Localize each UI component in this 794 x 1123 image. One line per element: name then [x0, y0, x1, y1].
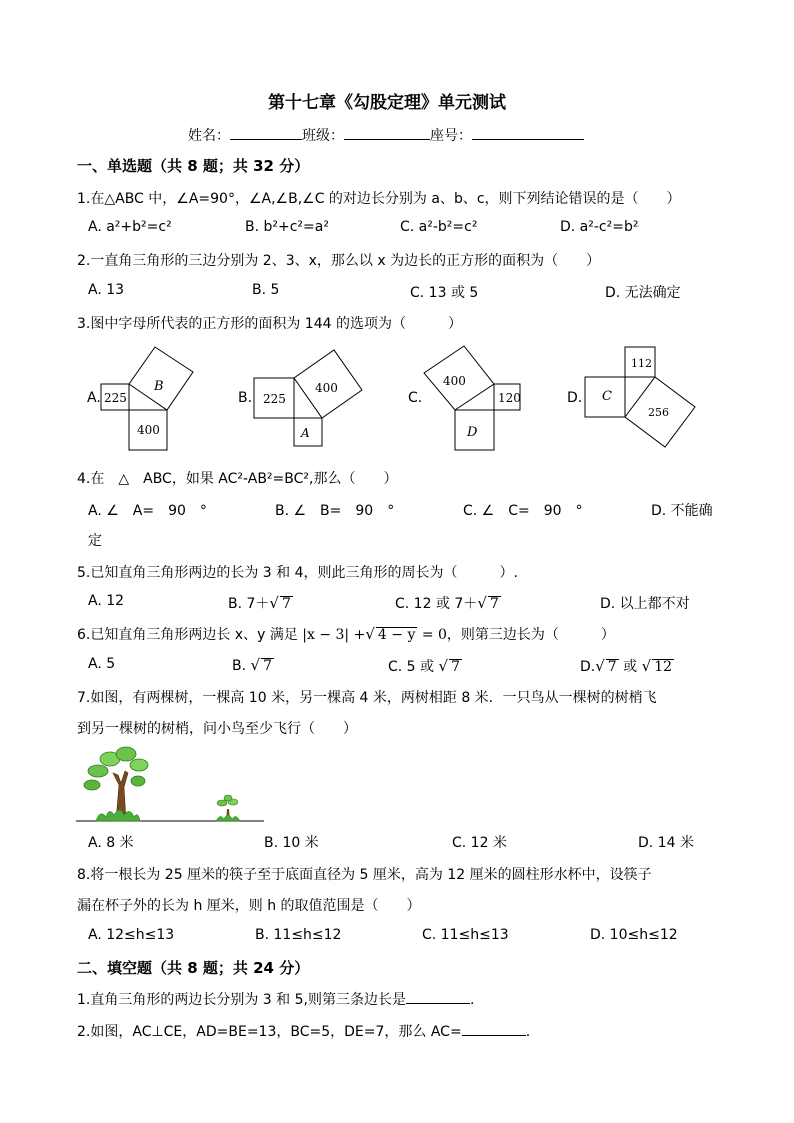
- q8-option-b[interactable]: B. 11≤h≤12: [255, 927, 342, 943]
- fill-question-1: [77, 989, 474, 1009]
- figC-label-2: 120: [498, 391, 521, 405]
- q3-option-a[interactable]: A.: [87, 390, 101, 406]
- question-4: 4.在 △ ABC，如果 AC²-AB²=BC²,那么（ ）: [77, 471, 398, 487]
- q6-option-c-text: C. 5 或: [388, 659, 435, 675]
- q6-radicand: 4 − y: [377, 627, 416, 643]
- section-heading-single-choice: 一、单选题（共 8 题；共 32 分）: [77, 157, 310, 175]
- q5-option-c[interactable]: [395, 593, 501, 613]
- q6-text-prefix: 6.已知直角三角形两边长 x、y 满足: [77, 627, 298, 643]
- big-tree-icon: [84, 747, 148, 821]
- q4-option-c[interactable]: C. ∠ C= 90 °: [463, 503, 583, 519]
- fill-q1-blank[interactable]: [406, 989, 470, 1004]
- q1-option-d[interactable]: D. a²-c²=b²: [560, 219, 639, 235]
- q6-option-d-text: D.: [580, 659, 596, 675]
- sqrt-icon: √: [250, 656, 261, 674]
- q6-text-suffix: ，则第三边长为（ ）: [446, 627, 615, 643]
- q6-d-radicand-1: 7: [607, 659, 617, 675]
- q6-option-d-or: 或: [623, 659, 638, 675]
- sqrt-icon: √: [595, 657, 605, 675]
- q1-option-b[interactable]: B. b²+c²=a²: [245, 219, 329, 235]
- sqrt-icon: √: [641, 657, 652, 675]
- fill-q2-blank[interactable]: [462, 1021, 526, 1036]
- q5-option-b[interactable]: [228, 593, 293, 613]
- q6-option-c[interactable]: [388, 656, 462, 676]
- figD-label-1: 112: [631, 357, 652, 370]
- class-label: 班级：: [302, 128, 344, 144]
- q4-option-a[interactable]: A. ∠ A= 90 °: [88, 503, 207, 519]
- q6-option-b-text: B.: [232, 658, 247, 674]
- name-label: 姓名：: [188, 128, 230, 144]
- sqrt-icon: √: [438, 657, 449, 675]
- q3-option-d[interactable]: D.: [567, 390, 583, 406]
- small-tree-icon: [216, 795, 240, 821]
- q3-option-c[interactable]: C.: [408, 390, 423, 406]
- q6-option-a[interactable]: A. 5: [88, 656, 116, 672]
- figD-label-3: 256: [648, 406, 669, 419]
- q7-option-a[interactable]: A. 8 米: [88, 835, 134, 851]
- q8-option-a[interactable]: A. 12≤h≤13: [88, 927, 175, 943]
- fill-q1-text: 1.直角三角形的两边长分别为 3 和 5,则第三条边长是: [77, 992, 406, 1008]
- q5-c-radicand: 7: [489, 596, 499, 612]
- fill-q2-text: 2.如图，AC⊥CE，AD=BE=13，BC=5，DE=7，那么 AC=: [77, 1024, 462, 1040]
- q5-option-a[interactable]: A. 12: [88, 593, 125, 609]
- q6-option-d[interactable]: [580, 656, 674, 676]
- figC-label-3: D: [467, 425, 478, 440]
- sqrt-icon: √: [365, 625, 375, 643]
- q4-option-d[interactable]: D. 不能确: [651, 503, 713, 519]
- seat-blank[interactable]: [472, 125, 584, 140]
- q2-option-d[interactable]: D. 无法确定: [605, 285, 681, 301]
- q5-option-b-text: B. 7＋: [228, 596, 270, 612]
- q2-option-c[interactable]: C. 13 或 5: [410, 285, 479, 301]
- q7-trees-figure: [76, 745, 276, 825]
- q5-option-d[interactable]: D. 以上都不对: [600, 596, 690, 612]
- sqrt-icon: √: [269, 594, 279, 612]
- q8-option-c[interactable]: C. 11≤h≤13: [422, 927, 509, 943]
- q6-d-radicand-2: 12: [654, 659, 673, 675]
- class-blank[interactable]: [344, 125, 430, 140]
- figB-label-1: 225: [263, 392, 286, 406]
- q7-option-b[interactable]: B. 10 米: [264, 835, 319, 851]
- section-heading-fill-in: 二、填空题（共 8 题；共 24 分）: [77, 959, 310, 977]
- q7-option-d[interactable]: D. 14 米: [638, 835, 694, 851]
- question-2: 2.一直角三角形的三边分别为 2、3、x，那么以 x 为边长的正方形的面积为（ ）: [77, 253, 601, 269]
- fill-q1-end: .: [469, 992, 475, 1008]
- student-info-line: [188, 125, 584, 145]
- q6-c-radicand: 7: [451, 659, 460, 675]
- sqrt-icon: √: [477, 594, 487, 612]
- name-blank[interactable]: [230, 125, 302, 140]
- figC-label-1: 400: [443, 374, 466, 388]
- figB-label-2: 400: [315, 381, 338, 395]
- question-1: 1.在△ABC 中，∠A=90°，∠A,∠B,∠C 的对边长分别为 a、b、c，则下列结论错误的是（ ）: [77, 191, 681, 207]
- page-title: 第十七章《勾股定理》单元测试: [268, 93, 506, 113]
- q8-option-d[interactable]: D. 10≤h≤12: [590, 927, 678, 943]
- figB-label-3: A: [301, 426, 310, 440]
- question-7-line-1: 7.如图，有两棵树，一棵高 10 米，另一棵高 4 米，两树相距 8 米．一只鸟从一棵树的树梢飞: [77, 690, 657, 706]
- q2-option-b[interactable]: B. 5: [252, 282, 280, 298]
- fill-q2-end: .: [525, 1024, 531, 1040]
- seat-label: 座号：: [430, 128, 472, 144]
- question-3: 3.图中字母所代表的正方形的面积为 144 的选项为（ ）: [77, 316, 462, 332]
- figA-label-2: B: [154, 379, 164, 394]
- figD-label-2: C: [602, 389, 612, 404]
- q1-option-c[interactable]: C. a²-b²=c²: [400, 219, 478, 235]
- q6-expr-1: |x − 3| +: [302, 627, 366, 643]
- figA-label-1: 225: [104, 391, 127, 405]
- q6-b-radicand: 7: [263, 658, 272, 674]
- question-8-line-2: 漏在杯子外的长为 h 厘米，则 h 的取值范围是（ ）: [77, 898, 421, 914]
- question-6: [77, 624, 615, 644]
- q7-option-c[interactable]: C. 12 米: [452, 835, 507, 851]
- q5-b-radicand: 7: [281, 596, 291, 612]
- q3-figures: [0, 340, 794, 480]
- q2-option-a[interactable]: A. 13: [88, 282, 125, 298]
- question-8-line-1: 8.将一根长为 25 厘米的筷子至于底面直径为 5 厘米，高为 12 厘米的圆柱形水杯中，设筷子: [77, 867, 652, 883]
- question-5: 5.已知直角三角形两边的长为 3 和 4，则此三角形的周长为（ ）.: [77, 565, 518, 581]
- q4-option-d-wrap: 定: [88, 533, 102, 549]
- q5-option-c-text: C. 12 或 7＋: [395, 596, 478, 612]
- q3-option-b[interactable]: B.: [238, 390, 253, 406]
- q1-option-a[interactable]: A. a²+b²=c²: [88, 219, 172, 235]
- q6-option-b[interactable]: [232, 656, 274, 674]
- fill-question-2: [77, 1021, 530, 1041]
- q4-option-b[interactable]: B. ∠ B= 90 °: [275, 503, 395, 519]
- question-7-line-2: 到另一棵树的树梢，问小鸟至少飞行（ ）: [77, 721, 357, 737]
- q6-expr-2: = 0: [421, 627, 447, 643]
- figA-label-3: 400: [137, 423, 160, 437]
